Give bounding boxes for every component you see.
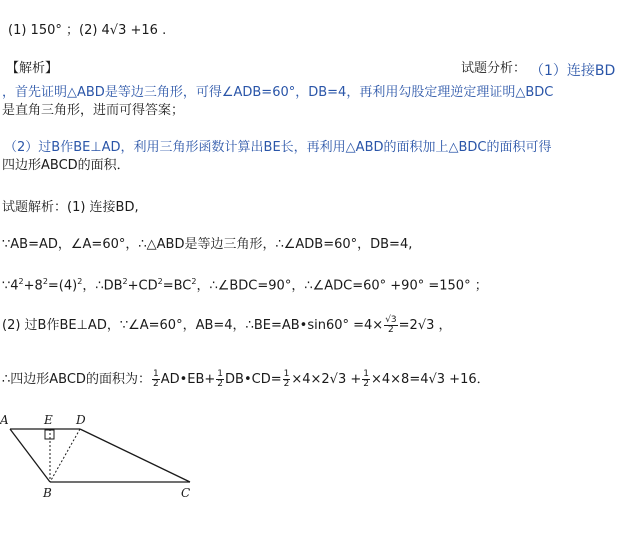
half-fraction: $\frac{1}{2}$ [217, 369, 224, 389]
analysis-part1-body: ，首先证明△ABD是等边三角形，可得∠ADB=60°，DB=4，再利用勾股定理逆定理证明△BDC [2, 85, 554, 100]
half-fraction: $\frac{1}{2}$ [283, 369, 290, 389]
analysis-part2-end: 四边形ABCD的面积． [2, 158, 130, 173]
segment-AB [10, 429, 50, 482]
solution-label: 试题解析：(1) 连接BD, [2, 200, 139, 215]
label-D: D [76, 413, 86, 427]
half-fraction: $\frac{1}{2}$ [363, 369, 369, 389]
sqrt3-over-2-fraction: $\frac{√3}{2}$ [385, 315, 397, 335]
label-C: C [181, 486, 191, 500]
answer-line: (1) 150° ；(2) 4√3 +16 . [8, 23, 167, 38]
segment-DC [80, 429, 190, 482]
solution-step-4: ∴四边形ABCD的面积为： $\frac{1}{2}$ AD•EB+ $\frac{1}{2}$ DB•CD= $\frac{1}{2}$ ×4×2√3 + $\frac{1}{2}$ ×4×8=4√3 +16． [2, 369, 490, 389]
analysis-heading: 【解析】 [6, 61, 59, 76]
half-fraction: $\frac{1}{2}$ [152, 369, 159, 389]
analysis-label: 试题分析： [461, 61, 527, 76]
solution-step-1: ∵AB=AD，∠A=60°，∴△ABD是等边三角形，∴∠ADB=60°，DB=4, [2, 237, 413, 252]
quadrilateral-figure [0, 405, 220, 505]
solution-step-2: $\because 4^2+8^2=(4)^2$，$\therefore DB^2+CD^2=BC^2$，∴∠BDC=90°，∴∠ADC=60° +90° =150° ； [2, 277, 488, 294]
label-E: E [44, 413, 53, 427]
analysis-part2-body: （2）过B作BE⊥AD，利用三角形函数计算出BE长，再利用△ABD的面积加上△BDC的面积可得 [4, 140, 552, 155]
analysis-part1-start: （1）连接BD [530, 63, 616, 79]
label-B: B [43, 486, 52, 500]
solution-step-3: (2) 过B作BE⊥AD，∵∠A=60°，AB=4，∴BE=AB•sin60° =4× $\frac{√3}{2}$ =2√3 ， [2, 315, 452, 335]
analysis-part1-end: 是直角三角形，进而可得答案； [2, 103, 185, 118]
label-A: A [0, 413, 9, 427]
